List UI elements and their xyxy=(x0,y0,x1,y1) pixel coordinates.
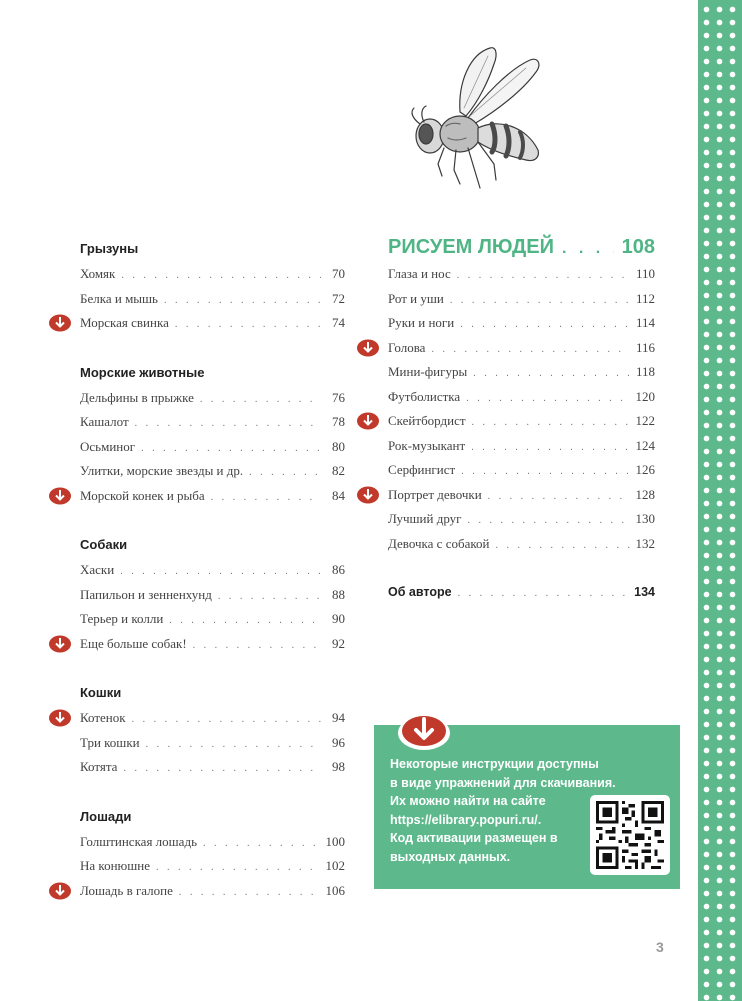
entry-label: На конюшне xyxy=(80,858,150,873)
leader-dots xyxy=(175,313,321,338)
entry-page: 78 xyxy=(332,414,345,429)
toc-entry[interactable] xyxy=(388,311,655,336)
download-badge-icon xyxy=(396,711,452,751)
entry-label: Портрет девочки xyxy=(388,486,482,502)
entry-page: 74 xyxy=(332,315,345,330)
leader-dots xyxy=(218,585,321,610)
toc-entry[interactable] xyxy=(388,434,655,459)
entry-label: Глаза и нос xyxy=(388,266,451,281)
info-line: в виде упражнений для скачивания. xyxy=(390,775,616,790)
green-dotted-strip xyxy=(698,0,742,1001)
entry-page: 84 xyxy=(332,487,345,503)
entry-label: Терьер и колли xyxy=(80,611,164,626)
entry-page: 128 xyxy=(635,486,655,502)
toc-section-cats xyxy=(80,680,345,780)
entry-page: 72 xyxy=(332,290,345,306)
leader-dots xyxy=(156,856,320,881)
info-line: Некоторые инструкции доступны xyxy=(390,757,599,771)
toc-entry[interactable] xyxy=(388,483,655,508)
page-number: 3 xyxy=(656,939,664,955)
leader-dots xyxy=(471,436,629,461)
leader-dots xyxy=(200,388,321,413)
toc-section-sea-animals xyxy=(80,360,345,509)
entry-page: 100 xyxy=(325,833,345,849)
toc-entry[interactable] xyxy=(80,830,345,855)
entry-label: Футболистка xyxy=(388,388,461,404)
bee-illustration xyxy=(408,42,548,192)
download-info-box xyxy=(374,725,680,889)
toc-entry[interactable] xyxy=(388,287,655,312)
toc-entry[interactable] xyxy=(80,558,345,583)
leader-dots xyxy=(164,289,321,314)
entry-page: 70 xyxy=(332,266,345,281)
leader-dots xyxy=(121,264,321,289)
info-line: Их можно найти на сайте xyxy=(390,794,546,808)
entry-label: Улитки, морские звезды и др. xyxy=(80,463,244,478)
download-icon xyxy=(356,412,380,430)
leader-dots xyxy=(458,582,629,607)
leader-dots xyxy=(193,634,321,659)
leader-dots xyxy=(472,411,630,436)
entry-page: 86 xyxy=(332,562,345,577)
toc-entry[interactable] xyxy=(80,410,345,435)
toc-entry[interactable] xyxy=(388,458,655,483)
entry-label: Котята xyxy=(80,759,118,774)
leader-dots xyxy=(203,832,320,857)
toc-entry[interactable] xyxy=(80,879,345,904)
entry-page: 92 xyxy=(332,635,345,651)
entry-page: 102 xyxy=(325,858,345,873)
entry-label: Морская свинка xyxy=(80,315,169,330)
toc-entry[interactable] xyxy=(388,360,655,385)
leader-dots xyxy=(169,609,321,634)
leader-dots xyxy=(146,733,321,758)
entry-page: 88 xyxy=(332,586,345,602)
entry-page: 76 xyxy=(332,389,345,405)
toc-right-column xyxy=(388,232,655,605)
entry-page: 126 xyxy=(635,462,655,477)
entry-label: Мини-фигуры xyxy=(388,364,468,379)
toc-entry[interactable] xyxy=(80,583,345,608)
entry-label: Девочка с собакой xyxy=(388,535,490,551)
entry-page: 124 xyxy=(635,437,655,453)
entry-label: Об авторе xyxy=(388,585,452,599)
toc-entry[interactable] xyxy=(80,755,345,780)
entry-page: 116 xyxy=(635,339,655,355)
entry-label: Осьминог xyxy=(80,438,136,454)
entry-label: Морской конек и рыба xyxy=(80,487,205,503)
info-text xyxy=(390,755,616,866)
toc-left-column xyxy=(80,236,345,927)
download-icon xyxy=(48,709,72,727)
toc-entry[interactable] xyxy=(80,459,345,484)
entry-page: 134 xyxy=(634,585,655,599)
leader-dots xyxy=(562,234,614,264)
entry-label: Голова xyxy=(388,339,426,355)
leader-dots xyxy=(473,362,630,387)
download-icon xyxy=(48,487,72,505)
chapter-page: 108 xyxy=(621,236,655,258)
qr-code-icon xyxy=(596,801,664,869)
entry-label: Хаски xyxy=(80,562,115,577)
info-line: Код активации размещен в xyxy=(390,831,558,845)
toc-entry[interactable] xyxy=(80,607,345,632)
download-icon xyxy=(356,486,380,504)
entry-page: 132 xyxy=(635,535,655,551)
leader-dots xyxy=(123,757,321,782)
entry-label: Кашалот xyxy=(80,414,129,429)
toc-entry[interactable] xyxy=(388,409,655,434)
leader-dots xyxy=(132,708,321,733)
download-icon xyxy=(48,882,72,900)
leader-dots xyxy=(461,460,629,485)
info-line-url[interactable]: https://elibrary.popuri.ru/. xyxy=(390,812,542,827)
entry-label: Белка и мышь xyxy=(80,290,158,306)
leader-dots xyxy=(249,461,321,486)
leader-dots xyxy=(450,289,630,314)
entry-page: 118 xyxy=(635,364,655,379)
entry-page: 94 xyxy=(332,710,345,725)
leader-dots xyxy=(488,485,630,510)
toc-entry[interactable] xyxy=(80,854,345,879)
spacer xyxy=(388,556,655,580)
toc-entry[interactable] xyxy=(388,507,655,532)
download-icon xyxy=(48,314,72,332)
toc-entry-about-author[interactable] xyxy=(388,580,655,605)
toc-entry[interactable] xyxy=(80,262,345,287)
entry-page: 80 xyxy=(332,438,345,454)
leader-dots xyxy=(457,264,630,289)
section-title: Грызуны xyxy=(80,241,139,256)
toc-entry[interactable] xyxy=(80,386,345,411)
entry-label: Руки и ноги xyxy=(388,315,455,330)
toc-entry[interactable] xyxy=(80,484,345,509)
leader-dots xyxy=(431,338,630,363)
leader-dots xyxy=(211,486,321,511)
leader-dots xyxy=(135,412,321,437)
entry-label: Котенок xyxy=(80,710,126,725)
toc-section-rodents xyxy=(80,236,345,336)
leader-dots xyxy=(460,313,630,338)
entry-label: Папильон и зенненхунд xyxy=(80,586,212,602)
entry-page: 112 xyxy=(635,290,655,306)
entry-label: Серфингист xyxy=(388,462,456,477)
toc-entry[interactable] xyxy=(80,632,345,657)
toc-entry[interactable] xyxy=(388,385,655,410)
toc-section-horses xyxy=(80,804,345,904)
entry-label: Хомяк xyxy=(80,266,116,281)
download-icon xyxy=(356,339,380,357)
entry-label: Еще больше собак! xyxy=(80,635,187,651)
toc-entry[interactable] xyxy=(80,731,345,756)
info-line: выходных данных. xyxy=(390,849,511,864)
entry-page: 96 xyxy=(332,734,345,750)
toc-entry[interactable] xyxy=(80,435,345,460)
entry-page: 106 xyxy=(325,882,345,898)
toc-section-dogs xyxy=(80,532,345,656)
entry-label: Дельфины в прыжке xyxy=(80,389,194,405)
toc-entry[interactable] xyxy=(388,336,655,361)
leader-dots xyxy=(120,560,321,585)
section-title: Лошади xyxy=(80,808,132,824)
toc-entry[interactable] xyxy=(80,311,345,336)
section-title: Собаки xyxy=(80,537,128,552)
toc-entry[interactable] xyxy=(388,532,655,557)
entry-page: 82 xyxy=(332,463,345,478)
entry-label: Три кошки xyxy=(80,734,140,750)
download-icon xyxy=(48,635,72,653)
entry-label: Рот и уши xyxy=(388,290,444,306)
entry-label: Голштинская лошадь xyxy=(80,833,197,849)
qr-code[interactable] xyxy=(590,795,670,875)
entry-page: 110 xyxy=(635,266,655,281)
toc-entry[interactable] xyxy=(80,706,345,731)
entry-page: 90 xyxy=(332,611,345,626)
chapter-heading[interactable] xyxy=(388,232,655,262)
toc-entry[interactable] xyxy=(388,262,655,287)
entry-page: 122 xyxy=(635,413,655,428)
entry-label: Лучший друг xyxy=(388,511,462,526)
entry-label: Лошадь в галопе xyxy=(80,882,173,898)
section-title: Кошки xyxy=(80,685,122,700)
section-title: Морские животные xyxy=(80,364,205,380)
entry-page: 120 xyxy=(635,388,655,404)
leader-dots xyxy=(179,881,320,906)
leader-dots xyxy=(495,534,629,559)
entry-label: Скейтбордист xyxy=(388,413,466,428)
leader-dots xyxy=(466,387,629,412)
entry-label: Рок-музыкант xyxy=(388,437,466,453)
entry-page: 114 xyxy=(635,315,655,330)
toc-entry[interactable] xyxy=(80,287,345,312)
leader-dots xyxy=(141,437,321,462)
entry-page: 98 xyxy=(332,759,345,774)
chapter-title: РИСУЕМ ЛЮДЕЙ xyxy=(388,236,555,258)
entry-page: 130 xyxy=(635,511,655,526)
leader-dots xyxy=(467,509,629,534)
